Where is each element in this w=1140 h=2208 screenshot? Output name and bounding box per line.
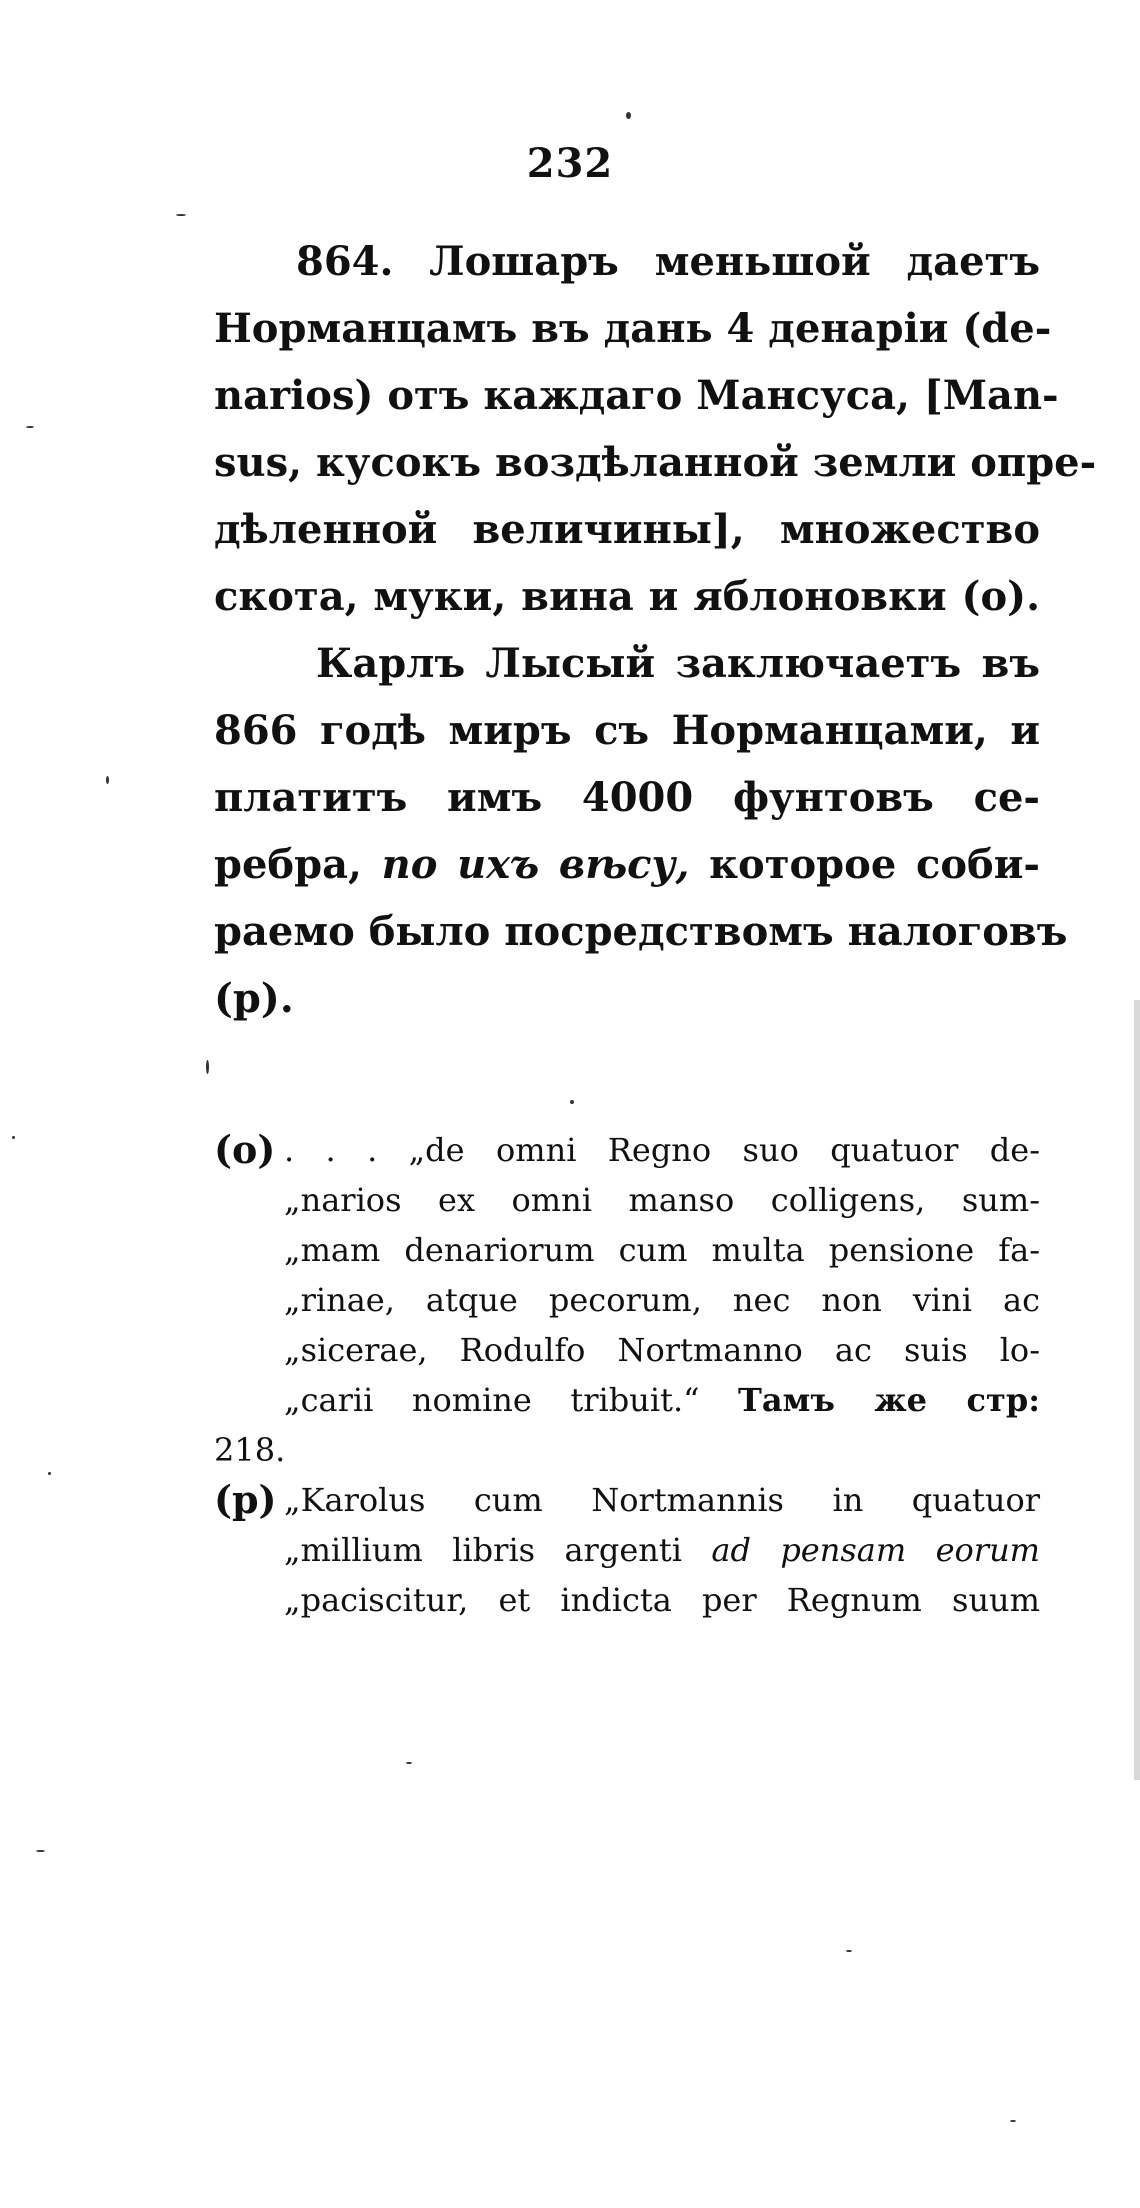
text-line: 866 годѣ миръ съ Норманцами, и: [214, 707, 1040, 754]
text-segment: „millium libris argenti: [284, 1531, 682, 1569]
footnotes: [214, 1125, 1040, 1625]
footnote-marker: (p): [214, 1477, 277, 1522]
print-speck: [570, 1100, 574, 1104]
text-line: Карлъ Лысый заключаетъ въ: [316, 640, 1040, 687]
footnote-line: „rinae, atque pecorum, nec non vini ac: [284, 1281, 1040, 1319]
print-speck: [36, 1850, 45, 1852]
italic-phrase: по ихъ вѣсу,: [381, 841, 690, 888]
text-line: (p).: [214, 975, 294, 1022]
text-line: раемо было посредствомъ налоговъ: [214, 908, 1068, 955]
footnote-line: „sicerae, Rodulfo Nortmanno ac suis lo-: [284, 1331, 1040, 1369]
text-line: narios) отъ каждаго Мансуса, [Man-: [214, 372, 1059, 419]
footnote-body: [214, 1125, 1040, 1475]
print-speck: [406, 1762, 412, 1764]
footnote-line: „paciscitur, et indicta per Regnum suum: [284, 1581, 1040, 1619]
italic-phrase: ad pensam eorum: [711, 1531, 1041, 1569]
footnote-p: [214, 1475, 1040, 1625]
text-line: дѣленной величины], множество: [214, 506, 1040, 553]
text-line: скота, муки, вина и яблоновки (o).: [214, 573, 1040, 620]
footnote-line-mixed: [284, 1525, 1040, 1575]
text-line: 864. Лошаръ меньшой даетъ: [296, 238, 1040, 285]
source-reference: Тамъ же стр:: [738, 1381, 1041, 1419]
text-line: sus, кусокъ воздѣланной земли опре-: [214, 439, 1097, 486]
footnote-line: „narios ex omni manso colligens, sum-: [284, 1181, 1040, 1219]
text-line: платитъ имъ 4000 фунтовъ се-: [214, 774, 1040, 821]
page-number: 232: [526, 140, 614, 187]
footnote-marker: (o): [214, 1127, 276, 1172]
page-edge-shadow: [1134, 1000, 1140, 1780]
footnote-line: . . . „de omni Regno suo quatuor de-: [284, 1131, 1040, 1169]
print-speck: [106, 776, 109, 784]
footnote-line: „Karolus cum Nortmannis in quatuor: [284, 1481, 1040, 1519]
print-speck: [26, 426, 34, 428]
print-speck: [626, 112, 631, 119]
footnote-line: „mam denariorum cum multa pensione fa-: [284, 1231, 1040, 1269]
print-speck: [12, 1136, 15, 1139]
text-segment: ребра,: [214, 841, 362, 888]
print-speck: [1010, 2120, 1016, 2122]
text-line: Норманцамъ въ дань 4 денаріи (de-: [214, 305, 1052, 352]
print-speck: [176, 214, 186, 216]
text-segment: которое соби-: [709, 841, 1040, 888]
footnote-body: [214, 1475, 1040, 1625]
footnote-line: 218.: [214, 1431, 286, 1469]
main-text: [214, 228, 1097, 1032]
text-line-mixed: [214, 831, 1040, 898]
print-speck: [846, 1950, 852, 1952]
footnote-o: [214, 1125, 1040, 1475]
print-speck: [48, 1472, 51, 1475]
footnote-line-mixed: [284, 1375, 1040, 1425]
print-speck: [206, 1060, 209, 1074]
text-segment: „carii nomine tribuit.“: [284, 1381, 700, 1419]
